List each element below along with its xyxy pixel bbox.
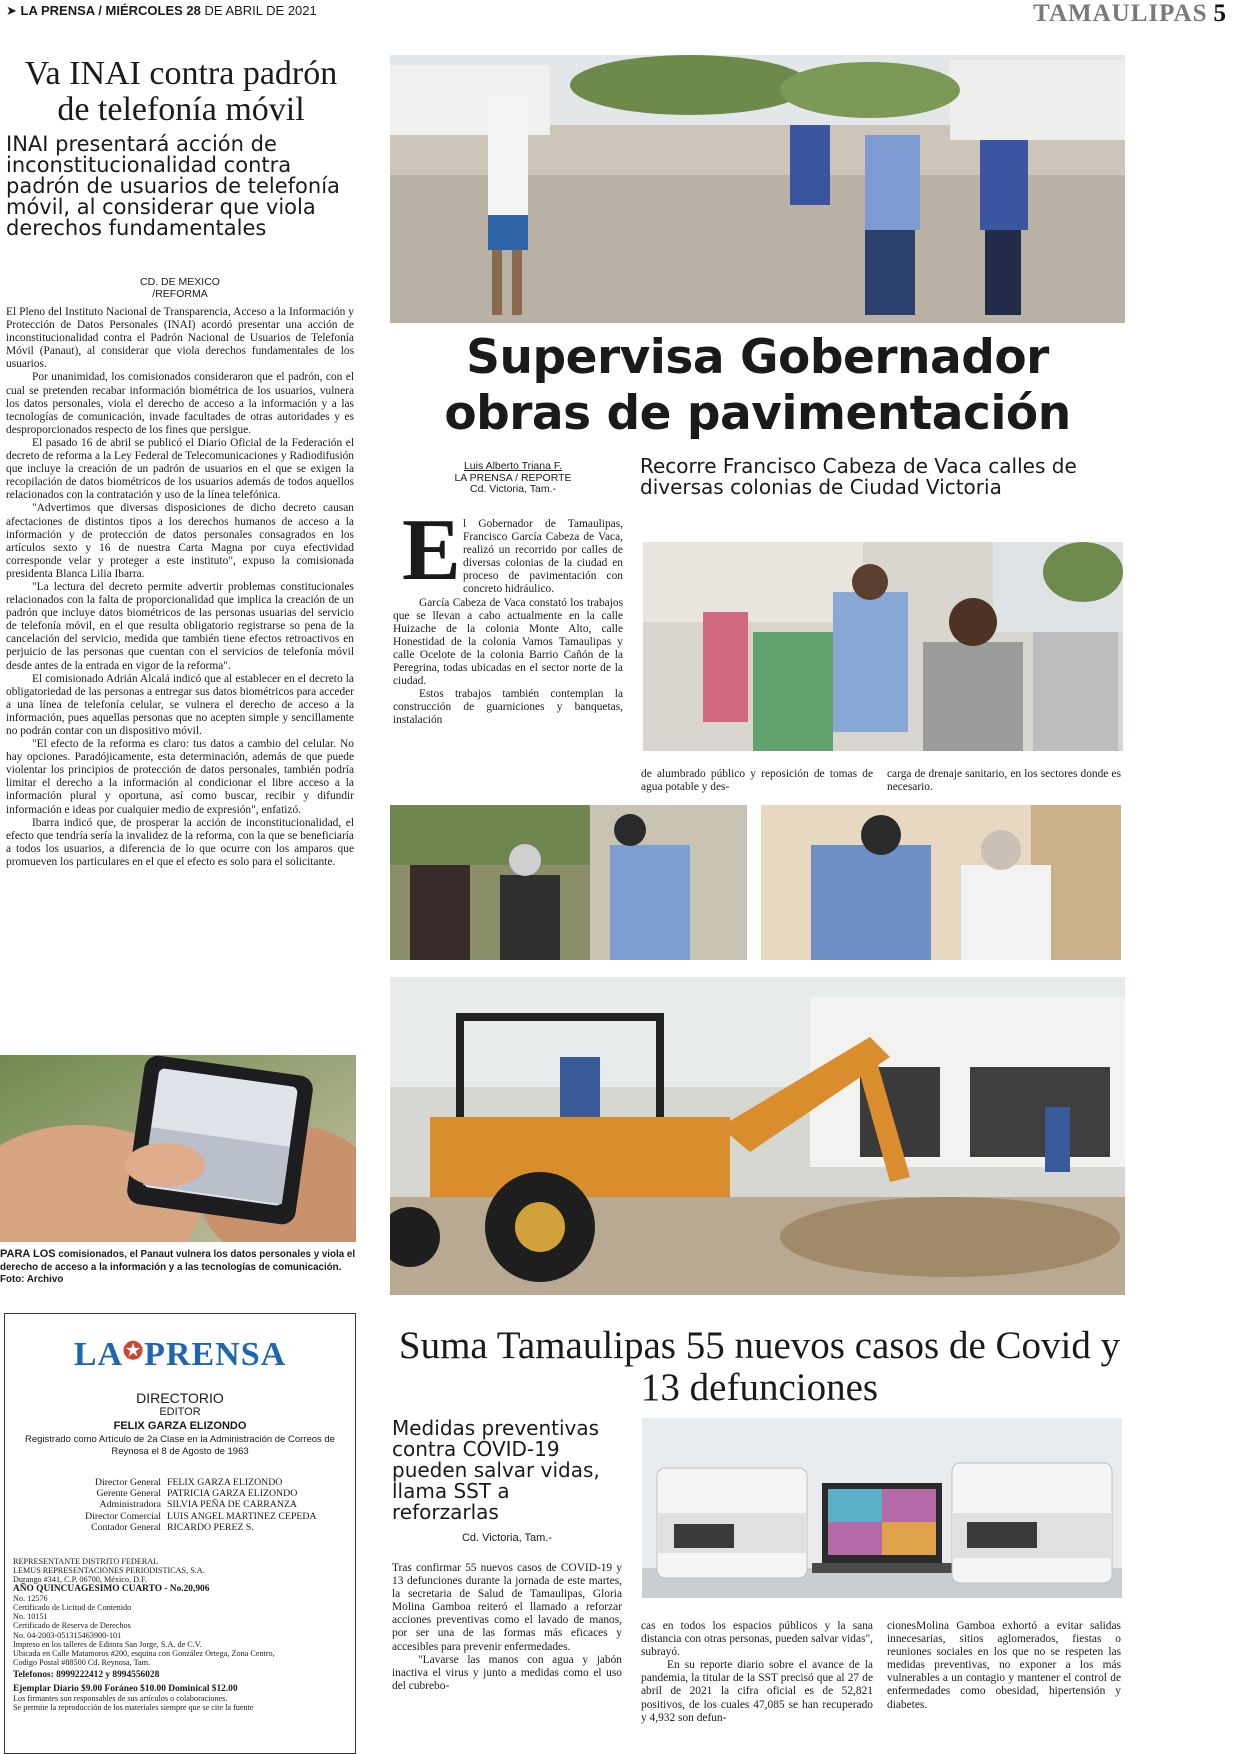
inai-dateline-source: /REFORMA [152,288,208,300]
inai-subheadline: INAI presentará acción de inconstitucionalidad contra padrón de usuarios de telefonía móvil, al considerar que viola derechos fundamentales [6,132,340,240]
governor-paragraph: carga de drenaje sanitario, en los sectores donde es necesario. [887,768,1121,794]
publication-details [13,1557,353,1712]
staff-role: Director General [94,1477,161,1488]
staff-role: Administradora [99,1499,161,1511]
logo-star-icon: ✪ [123,1339,145,1365]
governor-paragraph: l Gobernador de Tamaulipas, Francisco García Cabeza de Vaca, realizó un recorrido por calles de diversas colonias de la ciudad en proceso de pavimentación con concreto hidráulico. [463,518,623,596]
inai-paragraph: El Pleno del Instituto Nacional de Transparencia, Acceso a la Información y Protección de Datos Personales (INAI) acordó presentar una acción de inconstitucionalidad contra el Padrón Nacional de Usuarios de Telefonía Móvil (Panaut), al considerar que viola derechos fundamentales de los usuarios. [6,306,354,371]
disclaimer-line: Los firmantes son responsables de sus artículos o colaboraciones. [13,1693,228,1703]
staff-name: FELIX GARZA ELIZONDO [167,1477,283,1488]
covid-dateline: Cd. Victoria, Tam.- [461,1532,553,1544]
governor-column-3 [887,768,1121,794]
marker-arrow-icon: ➤ [6,3,17,18]
header-weekday: MIÉRCOLES 28 [105,3,201,18]
inai-dateline-city: CD. DE MEXICO [140,276,220,288]
staff-name: PATRICIA GARZA ELIZONDO [167,1488,298,1500]
section-name: TAMAULIPAS [1033,0,1208,27]
directory-heading: DIRECTORIO [136,1390,224,1406]
covid-column-2 [641,1620,873,1725]
fine-line: Codigo Postal #88500 Cd. Reynosa, Tam. [13,1658,151,1668]
phone-hands-photo [0,1055,356,1242]
logo-word-la: LA [73,1336,124,1373]
governor-headline: Supervisa Gobernador obras de pavimentación [444,330,1071,441]
caption-lead: PARA LOS [0,1248,56,1260]
governor-street-photo [390,55,1125,323]
editor-label: EDITOR [159,1406,201,1418]
covid-paragraph: "Lavarse las manos con agua y jabón inactiva el virus y junto a medidas como el uso del cubrebo- [392,1653,622,1692]
fine-line: Impreso en los talleres de Editora San Jorge, S.A. de C.V. [13,1639,202,1649]
covid-paragraph: Tras confirmar 55 nuevos casos de COVID-19 y 13 defunciones durante la jornada de este martes, la secretaria de Salud de Tamaulipas, Gloria Molina Gamboa reiteró el llamado a reforzar acciones preventivas como el lavado de manos, por ser una de las formas más eficaces y accesibles para prevenir enfermedades. [392,1562,622,1653]
price-line: Ejemplar Diario $9.00 Foráneo $10.00 Dominical $12.00 [13,1683,238,1694]
covid-paragraph: cionesMolina Gamboa exhortó a evitar salidas innecesarias, sitios aglomerados, fiestas o reuniones sociales en los que no se respeten las medidas preventivas, no exponer a los más vulnerables a un contagio y mantener el control de enfermedades como obesidad, hipertensión y diabetes. [887,1620,1121,1711]
staff-name: SILVIA PEÑA DE CARRANZA [167,1499,298,1511]
inai-paragraph: El pasado 16 de abril se publicó el Diario Oficial de la Federación el decreto de reforma a la Ley Federal de Telecomunicaciones y Radiodifusión que incluye la creación de un padrón de usuarios en el que se exigen la recopilación de datos biométricos de los usuarios además de todos aquellos relacionados con la contratación y uso de la línea telefónica. [6,436,354,502]
header-separator: / [94,3,106,18]
inai-paragraph: El comisionado Adrián Alcalá indicó que al establecer en el decreto la obligatoriedad de las personas a entregar sus datos biométricos para acceder a una línea de telefonía celular, se vulnera el derecho de acceso a la información, pues aquellas personas que no acepten simple y sencillamente no podrán contar con un dispositivo móvil. [6,672,354,737]
staff-row [15,1511,355,1522]
inai-paragraph: Ibarra indicó que, de prosperar la acción de inconstitucionalidad, el efecto que tendría sería la invalidez de la reforma, con la que se beneficiaría a todos los usuarios, a diferencia de lo que ocurre con los amparos que promueven los particulares en el que el efecto es solo para el solicitante. [6,816,354,868]
fine-line: Certificado de Reserva de Derechos [13,1621,131,1631]
covid-column-3 [887,1620,1121,1712]
inai-article-body [6,306,354,869]
covid-paragraph: En su reporte diario sobre el avance de la pandemia, la titular de la SST precisó que al 27 de abril de 2021 la cifra oficial es de 52,821 positivos, de los cuales 47,085 se han recuperado y 4,932 son defun- [641,1659,873,1724]
backhoe-photo [390,977,1125,1295]
pcr-lab-photo [642,1418,1122,1598]
fine-line: No. 04-2003-051315463900-101 [13,1630,122,1640]
byline-city: Cd. Victoria, Tam.- [470,483,556,495]
governor-paragraph: Estos trabajos también contemplan la construcción de guarniciones y banquetas, instalación [393,688,623,727]
staff-row [15,1477,355,1488]
editor-name: FELIX GARZA ELIZONDO [113,1420,247,1432]
staff-name: RICARDO PEREZ S. [167,1521,254,1533]
header-date: DE ABRIL DE 2021 [200,3,317,18]
fine-line: Ubicada en Calle Matamoros #200, esquina con González Ortega, Zona Centro, [13,1649,275,1659]
phone-photo-caption [0,1248,356,1287]
inai-paragraph: "El efecto de la reforma es claro: tus datos a cambio del celular. No hay opciones. Paradójicamente, esta determinación, además de que puede violentar los principios de protección de datos personales, también podría limitar el derecho a la información al condicionar el libre acceso a la información plural y oportuna, así como buscar, recibir y difundir información e ideas por cualquier medio de expresión", enfatizó. [6,738,354,816]
staff-role: Gerente General [96,1488,161,1500]
header-paper-name: LA PRENSA [20,3,95,18]
issue-number: AÑO QUINCUAGESIMO CUARTO - No.20,906 [13,1583,210,1594]
staff-list [15,1477,355,1533]
governor-column-2 [641,768,873,794]
caption-text: comisionados, el Panaut vulnera los datos personales y viola el derecho de acceso a la información y a las tecnologías de comunicación. Foto: Archivo [0,1249,356,1285]
page-number: 5 [1213,0,1227,27]
inai-paragraph: Por unanimidad, los comisionados consideraron que el padrón, con el cual se pretenden recabar información biométrica de los usuarios, vulnera los datos personales, viola el derecho de acceso a la información y a las tecnologías de comunicación, invade facultades de otras autoridades y es desproporcionados respecto de los fines que persigue. [6,371,354,436]
inai-headline: Va INAI contra padrón de telefonía móvil [24,55,338,128]
byline-outlet: LA PRENSA / REPORTE [454,471,572,484]
fine-line: Certificado de Licitud de Contenido [13,1603,132,1613]
inai-paragraph: "Advertimos que diversas disposiciones de dicho decreto causan afectaciones de distintos tipos a los derechos humanos de acceso a la información y de protección de datos personales consagrados en los artículos sexto y 16 de nuestra Carta Magna por cuya efectividad corresponde velar y proteger a este instituto", expuso la comisionada presidenta Blanca Lilia Ibarra. [6,502,354,580]
registration-note: Registrado como Artículo de 2a Clase en la Administración de Correos de Reynosa el 8 de Agosto de 1963 [25,1434,335,1457]
fine-line: No. 10151 [13,1612,48,1622]
rep-line: LEMUS REPRESENTACIONES PERIODISTICAS, S.A. [13,1566,205,1576]
byline-author: Luis Alberto Triana F. [463,460,563,472]
governor-handshake-photo-1 [390,805,747,960]
rep-line: Durango #341, C.P. 06700, México, D.F. [13,1575,147,1585]
staff-role: Director Comercial [85,1510,161,1522]
staff-name: LUIS ANGEL MARTINEZ CEPEDA [167,1510,317,1522]
governor-paragraph: de alumbrado público y reposición de tomas de agua potable y des- [641,768,873,794]
la-prensa-logo [5,1336,355,1374]
masthead-directory [4,1313,356,1754]
staff-role: Contador General [91,1521,161,1533]
logo-word-prensa: PRENSA [144,1336,287,1373]
fine-line: No. 12576 [13,1593,48,1603]
dropcap-letter: E [402,502,461,599]
governor-subheadline: Recorre Francisco Cabeza de Vaca calles de diversas colonias de Ciudad Victoria [640,454,1077,499]
header-dateline [6,3,317,19]
staff-row [15,1488,355,1499]
staff-row [15,1499,355,1510]
covid-column-1 [392,1562,622,1693]
phone-numbers: Telefonos: 8999222412 y 8994556028 [13,1670,160,1681]
governor-paragraph: García Cabeza de Vaca constató los trabajos que se llevan a cabo actualmente en la calle Huizache de la colonia Monte Alto, calle Honestidad de la colonia Vamos Tamaulipas y calle Ocelote de la colonia Barrio Cañón de la Peregrina, todas ubicadas en el sector norte de la ciudad. [393,596,623,688]
disclaimer-line: Se permite la reproducción de los materiales siempre que se cite la fuente [13,1703,254,1713]
covid-subheadline: Medidas preventivas contra COVID-19 pueden salvar vidas, llama SST a reforzarlas [392,1416,600,1524]
staff-row [15,1522,355,1533]
governor-byline [448,461,578,496]
header-section [1033,0,1227,28]
governor-handshake-photo-2 [761,805,1121,960]
inai-paragraph: "La lectura del decreto permite advertir problemas constitucionales relacionados con la falta de proporcionalidad que implica la creación de un padrón que incluye datos biométricos de las personas usuarias del servicio de telefonía móvil, en el que resulta obligatorio registrarse so pena de la cancelación del servicio, medida que también tiene efectos retroactivos en perjuicio de las personas que cuentan con el servicios de telefonía móvil desde antes de la entrada en vigor de la reforma". [6,580,354,672]
inai-dateline [110,276,250,300]
covid-paragraph: cas en todos los espacios públicos y la sana distancia con otras personas, pueden salvar vidas", subrayó. [641,1620,873,1659]
governor-neighbors-photo [643,542,1123,751]
rep-line: REPRESENTANTE DISTRITO FEDERAL [13,1557,159,1566]
covid-headline: Suma Tamaulipas 55 nuevos casos de Covid y 13 defunciones [398,1324,1121,1409]
